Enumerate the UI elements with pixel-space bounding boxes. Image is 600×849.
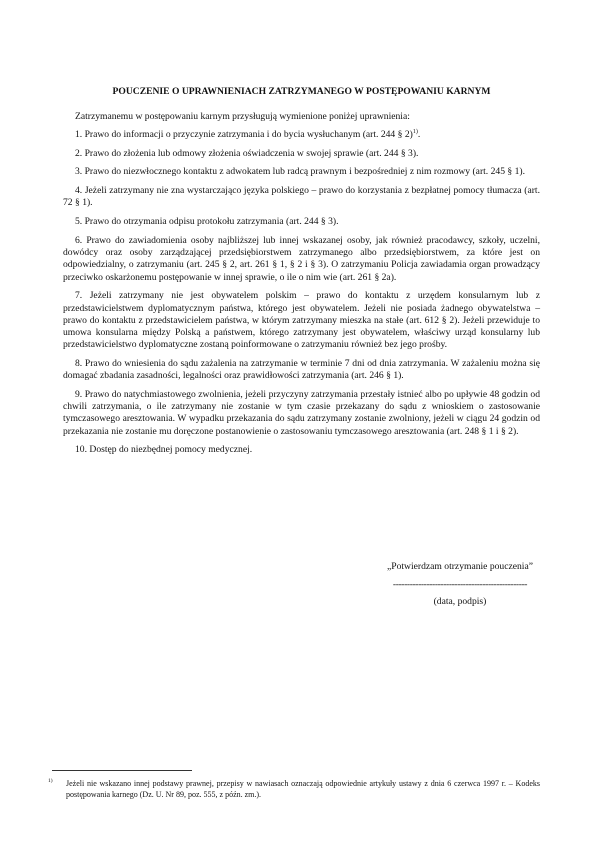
signature-caption: (data, podpis) [433, 596, 487, 607]
right-item-7: 7. Jeżeli zatrzymany nie jest obywatelem polskim – prawo do kontaktu z urzędem konsularnym lub z przedstawicielstwem dyplomatycznym państwa, którego jest obywatelem. Jeżeli nie posiada żadnego obywatelstwa – prawo do kontaktu z przedstawicielem państwa, w którym zatrzymany mieszka na stałe (art. 612 § 2). Jeżeli przewiduje to umowa konsularna między Polską a państwem, którego zatrzymany jest obywatelem, właściwy urząd konsularny lub przedstawicielstwo dyplomatyczne zostaną poinformowane o zatrzymaniu również bez jego prośby. [63, 290, 540, 351]
right-item-1 [63, 129, 540, 141]
footnote-divider [52, 770, 192, 771]
right-item-1-suffix: . [417, 128, 421, 140]
footnote [48, 778, 540, 800]
document-title: POUCZENIE O UPRAWNIENIACH ZATRZYMANEGO W POSTĘPOWANIU KARNYM [112, 86, 491, 97]
right-item-9: 9. Prawo do natychmiastowego zwolnienia, jeżeli przyczyny zatrzymania przestały istnieć albo po upływie 48 godzin od chwili zatrzymania, o ile zatrzymany nie zostanie w tym czasie przekazany do sądu z wnioskiem o zastosowanie tymczasowego aresztowania. W wypadku przekazania do sądu zatrzymany zostanie zwolniony, jeżeli w ciągu 24 godzin od przekazania nie zostanie mu doręczone postanowienie o zastosowaniu tymczasowego aresztowania (art. 248 § 1 i § 2). [63, 388, 540, 437]
footnote-text: Jeżeli nie wskazano innej podstawy prawnej, przepisy w nawiasach oznaczają odpowiednie artykuły ustawy z dnia 6 czerwca 1997 r. – Kodeks postępowania karnego (Dz. U. Nr 89, poz. 555, z późn. zm.). [66, 779, 540, 799]
right-item-1-text: 1. Prawo do informacji o przyczynie zatrzymania i do bycia wysłuchanym (art. 244 § 2) [75, 128, 413, 140]
intro-paragraph: Zatrzymanemu w postępowaniu karnym przysługują wymienione poniżej uprawnienia: [75, 111, 410, 122]
right-item-5: 5. Prawo do otrzymania odpisu protokołu zatrzymania (art. 244 § 3). [75, 216, 339, 228]
footnote-reference: 1) [412, 128, 418, 135]
right-item-3: 3. Prawo do niezwłocznego kontaktu z adwokatem lub radcą prawnym i bezpośredniej z nim rozmowy (art. 245 § 1). [75, 166, 525, 178]
document-body [63, 111, 540, 463]
right-item-6: 6. Prawo do zawiadomienia osoby najbliższej lub innej wskazanej osoby, jak również pracodawcy, szkoły, uczelni, dowódcy oraz osoby zarządzającej przedsiębiorstwem zatrzymanego albo przedsiębiorstwem, za które jest on odpowiedzialny, o zatrzymaniu (art. 245 § 2, art. 261 § 1, § 2 i § 3). O zatrzymaniu Policja zawiadamia organ prowadzący przeciwko oskarżonemu postępowanie w innej sprawie, o ile o nim wie (art. 261 § 2a). [63, 234, 540, 283]
right-item-2: 2. Prawo do złożenia lub odmowy złożenia oświadczenia w swojej sprawie (art. 244 § 3). [75, 147, 419, 159]
signature-line: ------------------------------------------------ [392, 579, 528, 590]
confirmation-statement: „Potwierdzam otrzymanie pouczenia” [387, 561, 533, 572]
right-item-8: 8. Prawo do wniesienia do sądu zażalenia na zatrzymanie w terminie 7 dni od dnia zatrzymania. W zażaleniu można się domagać zbadania zasadności, legalności oraz prawidłowości zatrzymania (art. 246 § 1). [63, 357, 540, 382]
right-item-10: 10. Dostęp do niezbędnej pomocy medycznej. [75, 444, 253, 456]
confirmation-block [380, 561, 540, 608]
right-item-4: 4. Jeżeli zatrzymany nie zna wystarczająco języka polskiego – prawo do korzystania z bezpłatnej pomocy tłumacza (art. 72 § 1). [63, 185, 540, 209]
footnote-mark: 1) [48, 778, 53, 784]
